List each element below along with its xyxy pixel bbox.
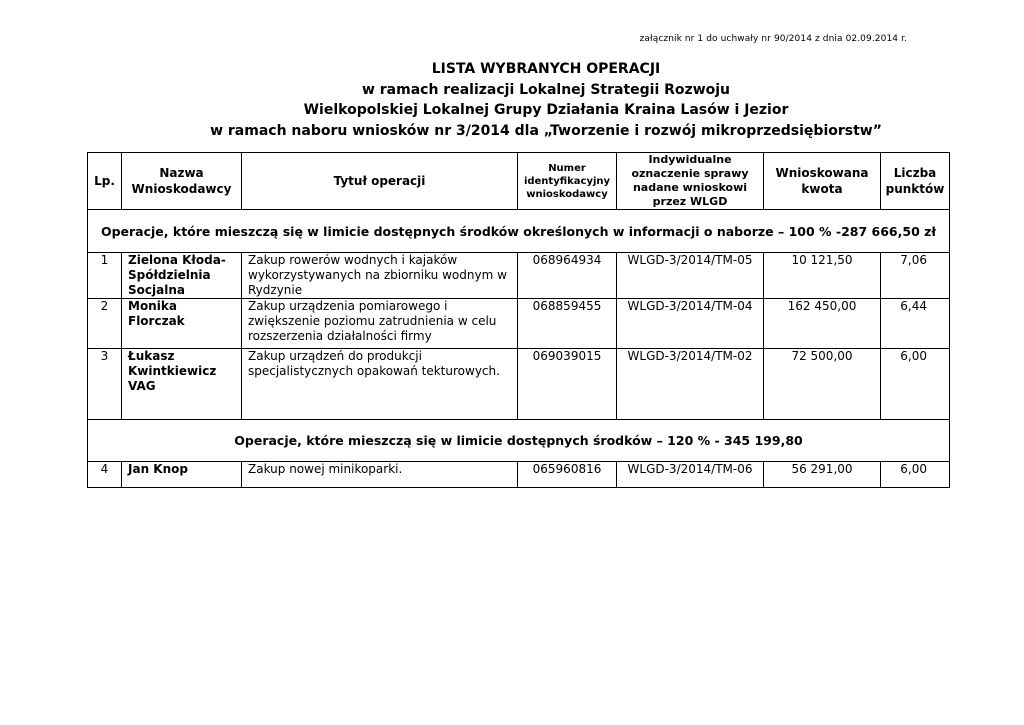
header-amount: Wnioskowana kwota bbox=[764, 153, 881, 210]
title-line-3: Wielkopolskiej Lokalnej Grupy Działania Kraina Lasów i Jezior bbox=[303, 102, 789, 118]
cell-amount: 72 500,00 bbox=[764, 349, 881, 420]
header-lp: Lp. bbox=[88, 153, 122, 210]
table-row bbox=[88, 253, 950, 299]
header-case-id: Indywidualne oznaczenie sprawy nadane wnioskowi przez WLGD bbox=[617, 153, 764, 210]
table-header-row bbox=[88, 153, 950, 210]
table-row bbox=[88, 462, 950, 488]
cell-name: Jan Knop bbox=[122, 462, 242, 488]
section-row-100 bbox=[88, 210, 950, 253]
cell-case-id: WLGD-3/2014/TM-06 bbox=[617, 462, 764, 488]
cell-id-number: 068964934 bbox=[518, 253, 617, 299]
cell-points: 6,00 bbox=[881, 349, 950, 420]
title-line-2: w ramach realizacji Lokalnej Strategii Rozwoju bbox=[361, 81, 731, 98]
cell-name: Zielona Kłoda- Spółdzielnia Socjalna bbox=[122, 253, 242, 299]
header-id-number: Numer identyfikacyjny wnioskodawcy bbox=[518, 153, 617, 210]
cell-points: 6,44 bbox=[881, 299, 950, 349]
operations-table bbox=[87, 152, 950, 488]
table-row bbox=[88, 299, 950, 349]
cell-title: Zakup rowerów wodnych i kajaków wykorzystywanych na zbiorniku wodnym w Rydzynie bbox=[242, 253, 518, 299]
cell-amount: 162 450,00 bbox=[764, 299, 881, 349]
document-title bbox=[0, 59, 1024, 141]
cell-title: Zakup urządzenia pomiarowego i zwiększenie poziomu zatrudnienia w celu rozszerzenia działalności firmy bbox=[242, 299, 518, 349]
cell-id-number: 069039015 bbox=[518, 349, 617, 420]
cell-title: Zakup urządzeń do produkcji specjalistycznych opakowań tekturowych. bbox=[242, 349, 518, 420]
cell-lp: 2 bbox=[88, 299, 122, 349]
cell-id-number: 065960816 bbox=[518, 462, 617, 488]
cell-amount: 56 291,00 bbox=[764, 462, 881, 488]
section-title-120: Operacje, które mieszczą się w limicie dostępnych środków – 120 % - 345 199,80 bbox=[88, 420, 950, 462]
annex-note: załącznik nr 1 do uchwały nr 90/2014 z dnia 02.09.2014 r. bbox=[639, 34, 907, 44]
section-title-100: Operacje, które mieszczą się w limicie dostępnych środków określonych w informacji o naborze – 100 % -287 666,50 zł bbox=[88, 210, 950, 253]
cell-amount: 10 121,50 bbox=[764, 253, 881, 299]
cell-lp: 1 bbox=[88, 253, 122, 299]
header-title: Tytuł operacji bbox=[242, 153, 518, 210]
table-row bbox=[88, 349, 950, 420]
cell-lp: 3 bbox=[88, 349, 122, 420]
header-name: Nazwa Wnioskodawcy bbox=[122, 153, 242, 210]
cell-points: 7,06 bbox=[881, 253, 950, 299]
header-points: Liczba punktów bbox=[881, 153, 950, 210]
cell-case-id: WLGD-3/2014/TM-02 bbox=[617, 349, 764, 420]
cell-name: Monika Florczak bbox=[122, 299, 242, 349]
cell-title: Zakup nowej minikoparki. bbox=[242, 462, 518, 488]
title-line-1: LISTA WYBRANYCH OPERACJI bbox=[431, 61, 661, 77]
cell-lp: 4 bbox=[88, 462, 122, 488]
cell-id-number: 068859455 bbox=[518, 299, 617, 349]
cell-points: 6,00 bbox=[881, 462, 950, 488]
cell-name: Łukasz Kwintkiewicz VAG bbox=[122, 349, 242, 420]
section-row-120 bbox=[88, 420, 950, 462]
cell-case-id: WLGD-3/2014/TM-04 bbox=[617, 299, 764, 349]
cell-case-id: WLGD-3/2014/TM-05 bbox=[617, 253, 764, 299]
title-line-4: w ramach naboru wniosków nr 3/2014 dla „Tworzenie i rozwój mikroprzedsiębiorstw” bbox=[210, 122, 882, 139]
